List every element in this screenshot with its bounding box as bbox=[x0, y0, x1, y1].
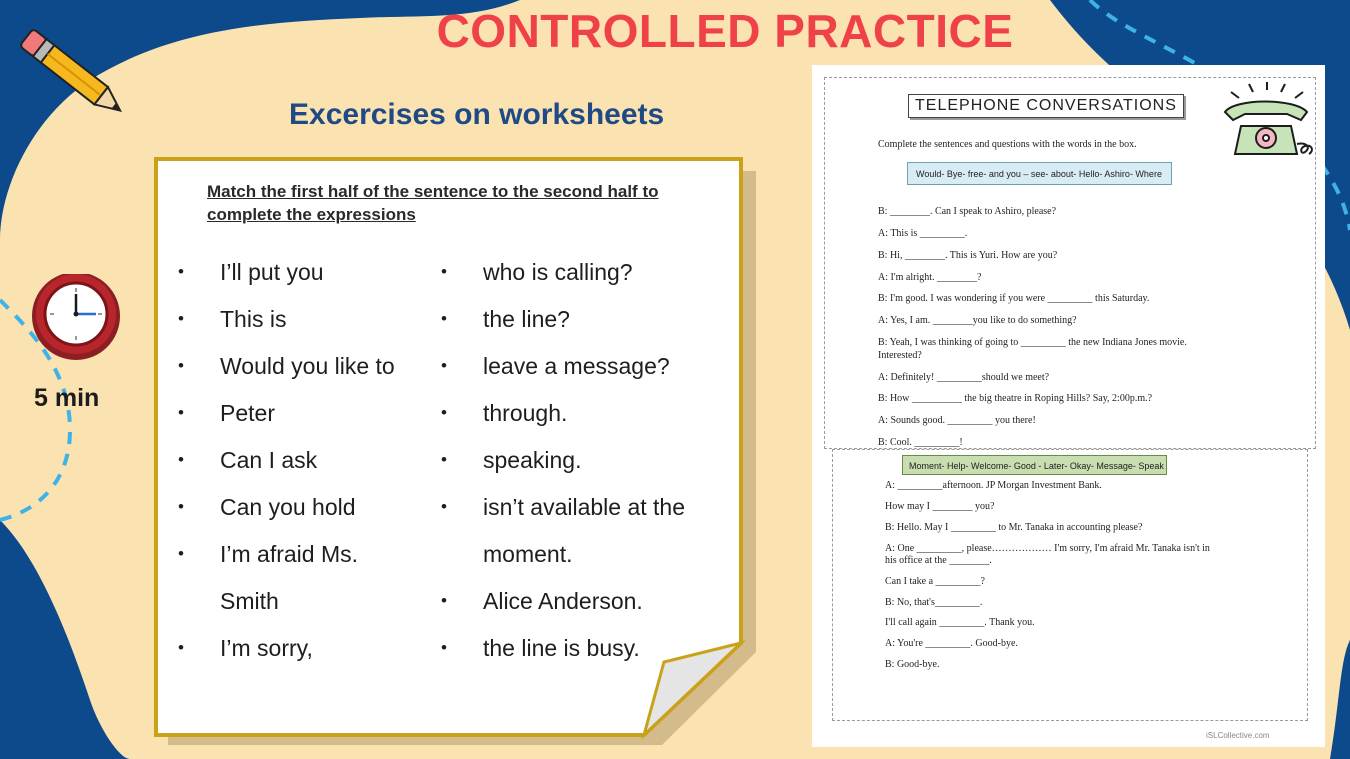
dialog-line: B: Yeah, I was thinking of going to _________ the new Indiana Jones movie. bbox=[878, 337, 1187, 348]
right-halves-list bbox=[441, 256, 723, 679]
dialog-line: B: Hello. May I _________ to Mr. Tanaka in accounting please? bbox=[885, 522, 1143, 533]
worksheet-heading: TELEPHONE CONVERSATIONS bbox=[908, 94, 1184, 118]
dialog-line: I'll call again _________. Thank you. bbox=[885, 617, 1035, 628]
list-item: • I’m sorry, bbox=[178, 635, 313, 661]
list-item: • speaking. bbox=[441, 447, 582, 473]
list-item: • I’m afraid Ms. bbox=[178, 541, 359, 567]
dialog-line: A: I'm alright. ________? bbox=[878, 272, 982, 283]
left-halves-list bbox=[178, 256, 430, 679]
list-item: • Alice Anderson. bbox=[441, 588, 643, 614]
dialog-line: A: Definitely! _________should we meet? bbox=[878, 372, 1050, 383]
list-item: • Can you hold bbox=[178, 494, 356, 520]
list-item: • Would you like to bbox=[178, 353, 395, 379]
list-item: • through. bbox=[441, 400, 568, 426]
timer-label: 5 min bbox=[34, 384, 100, 412]
list-item: • Peter bbox=[178, 400, 275, 426]
telephone-icon bbox=[1215, 82, 1315, 164]
list-item-continuation: moment. bbox=[483, 541, 573, 567]
dialog-line: A: You're _________. Good-bye. bbox=[885, 638, 1018, 649]
worksheet-footer: iSLCollective.com bbox=[1206, 731, 1270, 740]
worksheet-instruction: Complete the sentences and questions with the words in the box. bbox=[878, 139, 1137, 150]
clock-icon bbox=[28, 274, 124, 370]
list-item-continuation: Smith bbox=[220, 588, 279, 614]
dialog-line: B: Cool. _________! bbox=[878, 437, 963, 448]
dialog-line: B: Hi, ________. This is Yuri. How are you? bbox=[878, 250, 1058, 261]
dialog-line: A: Yes, I am. ________you like to do something? bbox=[878, 315, 1077, 326]
dialog-line: A: One _________, please……………… I'm sorry, I'm afraid Mr. Tanaka isn't in bbox=[885, 543, 1210, 554]
word-box-2: Moment- Help- Welcome- Good - Later- Okay- Message- Speak bbox=[902, 455, 1167, 475]
dialog-line: B: I'm good. I was wondering if you were _________ this Saturday. bbox=[878, 293, 1150, 304]
dialog-line: A: _________afternoon. JP Morgan Investment Bank. bbox=[885, 480, 1102, 491]
dialog-line: A: This is _________. bbox=[878, 228, 968, 239]
list-item: • Can I ask bbox=[178, 447, 318, 473]
dialog-line: Interested? bbox=[878, 350, 922, 361]
dialog-line: Can I take a _________? bbox=[885, 576, 985, 587]
list-item: • This is bbox=[178, 306, 287, 332]
dialog-line: B: ________. Can I speak to Ashiro, please? bbox=[878, 206, 1057, 217]
dialog-line: A: Sounds good. _________ you there! bbox=[878, 415, 1036, 426]
list-item: • the line? bbox=[441, 306, 570, 332]
list-item: • I’ll put you bbox=[178, 259, 324, 285]
list-item: • the line is busy. bbox=[441, 635, 640, 661]
list-item: • isn’t available at the bbox=[441, 494, 686, 520]
list-item: • leave a message? bbox=[441, 353, 670, 379]
word-box-1: Would- Bye- free- and you – see- about- Hello- Ashiro- Where bbox=[907, 162, 1172, 185]
exercise-instruction: Match the first half of the sentence to the second half to complete the expressions bbox=[207, 182, 659, 224]
dialog-line: his office at the ________. bbox=[885, 555, 992, 566]
dialog-line: How may I ________ you? bbox=[885, 501, 995, 512]
dialog-line: B: No, that's_________. bbox=[885, 597, 983, 608]
dialog-line: B: How __________ the big theatre in Roping Hills? Say, 2:00p.m.? bbox=[878, 393, 1153, 404]
slide-title: CONTROLLED PRACTICE bbox=[436, 5, 1014, 57]
slide-subtitle: Excercises on worksheets bbox=[289, 98, 665, 131]
dialog-line: B: Good-bye. bbox=[885, 659, 940, 670]
list-item: • who is calling? bbox=[441, 259, 633, 285]
